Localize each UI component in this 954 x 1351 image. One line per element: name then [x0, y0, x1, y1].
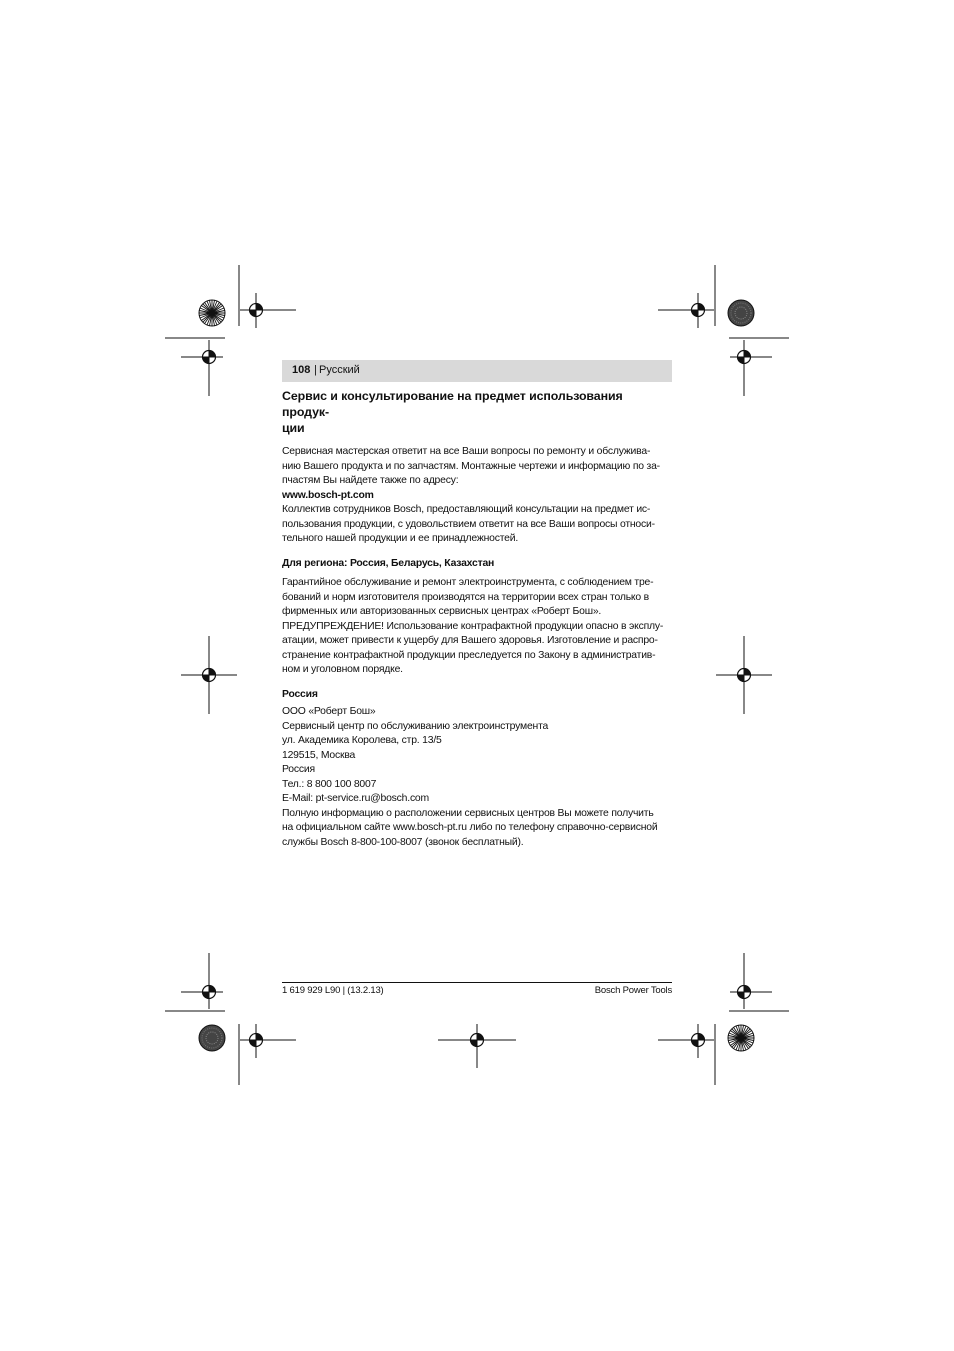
- header-language: Русский: [319, 364, 360, 376]
- address-line: Сервисный центр по обслуживанию электроинструмента: [282, 720, 549, 732]
- info-line: службы Bosch 8-800-100-8007 (звонок бесплатный).: [282, 836, 524, 848]
- warranty-line: ном и уголовном порядке.: [282, 664, 403, 675]
- page-header: [282, 360, 672, 382]
- warranty-paragraph: [282, 576, 672, 678]
- intro-line: пчастям Вы найдете также по адресу:: [282, 475, 459, 486]
- section-title-text: Сервис и консультирование на предмет использования продук- ции: [282, 389, 623, 435]
- team-line: пользования продукции, с удовольствием ответит на все Ваши вопросы относи-: [282, 518, 655, 530]
- email-line[interactable]: E-Mail: pt-service.ru@bosch.com: [282, 793, 429, 804]
- address-line: 129515, Москва: [282, 749, 356, 761]
- header-separator: |: [314, 364, 317, 376]
- footer-doc-code: 1 619 929 L90 | (13.2.13): [282, 985, 384, 996]
- warranty-line: атации, может привести к ущербу для Вашего здоровья. Изготовление и распро-: [282, 635, 658, 646]
- team-paragraph: [282, 503, 672, 547]
- section-title: [282, 388, 672, 436]
- footer-rule: [282, 982, 672, 983]
- intro-line: нию Вашего продукта и по запчастям. Монтажные чертежи и информацию по за-: [282, 460, 660, 472]
- intro-line: Сервисная мастерская ответит на все Ваши вопросы по ремонту и обслужива-: [282, 446, 651, 457]
- page-number: 108: [292, 364, 311, 376]
- warranty-line: фирменных или авторизованных сервисных центрах «Роберт Бош».: [282, 606, 602, 617]
- warranty-line: ПРЕДУПРЕЖДЕНИЕ! Использование контрафактной продукции опасно в эксплу-: [282, 620, 664, 632]
- footer-brand: Bosch Power Tools: [594, 985, 672, 996]
- intro-paragraph: [282, 445, 672, 489]
- address-line: ул. Академика Королева, стр. 13/5: [282, 735, 442, 746]
- address-line: ООО «Роберт Бош»: [282, 706, 376, 717]
- address-line: Россия: [282, 764, 315, 775]
- team-line: тельного нашей продукции и ее принадлежностей.: [282, 533, 519, 544]
- phone-line: Тел.: 8 800 100 8007: [282, 778, 377, 790]
- country-title: Россия: [282, 688, 318, 700]
- warranty-line: Гарантийное обслуживание и ремонт электроинструмента, с соблюдением тре-: [282, 577, 654, 588]
- warranty-line: странение контрафактной продукции преследуется по Закону в административ-: [282, 649, 656, 661]
- info-line: на официальном сайте www.bosch-pt.ru либо по телефону справочно-сервисной: [282, 822, 658, 833]
- region-title: Для региона: Россия, Беларусь, Казахстан: [282, 557, 495, 569]
- info-line: Полную информацию о расположении сервисных центров Вы можете получить: [282, 807, 654, 819]
- page-content: [282, 388, 672, 850]
- website-link[interactable]: www.bosch-pt.com: [282, 489, 374, 501]
- team-line: Коллектив сотрудников Bosch, предоставляющий консультации на предмет ис-: [282, 504, 651, 515]
- address-block: [282, 705, 672, 850]
- warranty-line: бований и норм изготовителя производятся на территории всех стран только в: [282, 591, 649, 603]
